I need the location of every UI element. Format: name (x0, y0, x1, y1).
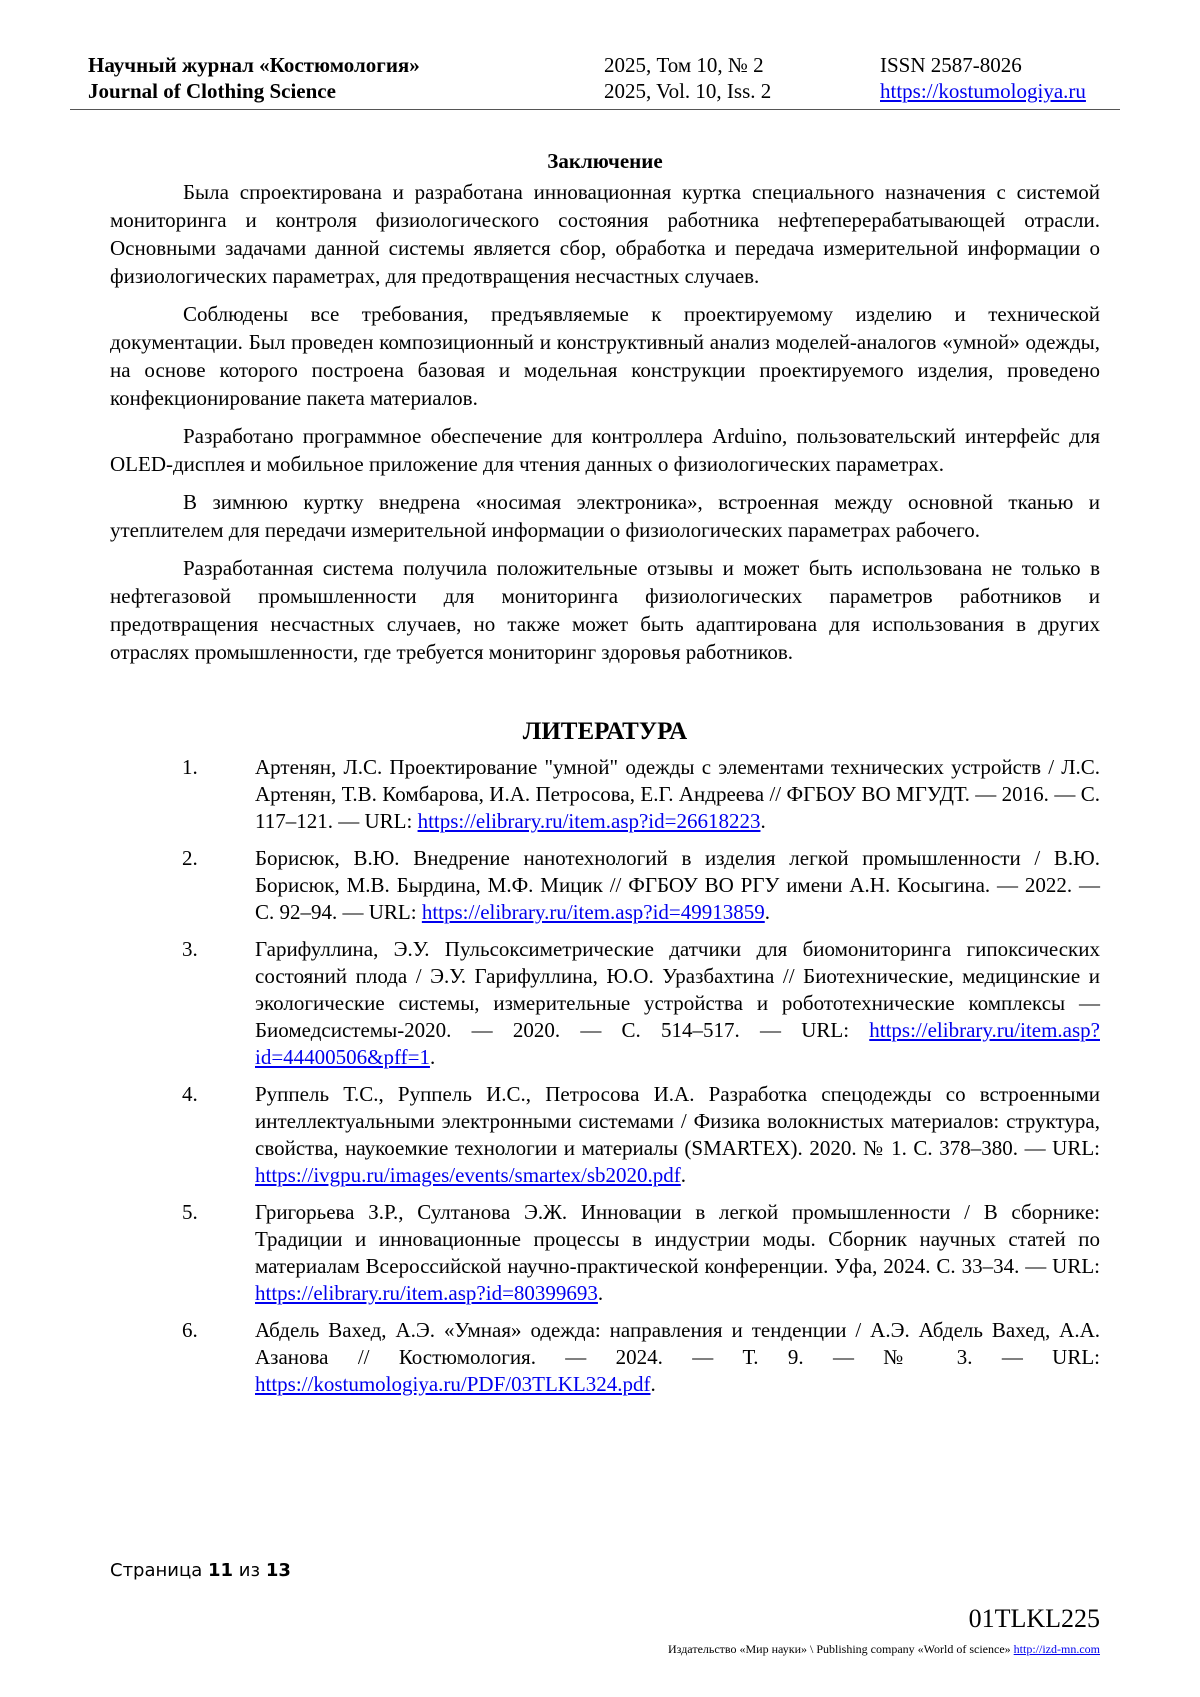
conclusion-paragraph: В зимнюю куртку внедрена «носимая электроника», встроенная между основной тканью и утеплителем для передачи измерительной информации о физиологических параметрах рабочего. (110, 490, 1100, 542)
reference-number: 4. (182, 1082, 198, 1106)
journal-site-link[interactable]: https://kostumologiya.ru (880, 79, 1086, 103)
reference-number: 6. (182, 1318, 198, 1342)
reference-text: Борисюк, В.Ю. Внедрение нанотехнологий в изделия легкой промышленности / В.Ю. Борисюк, М.В. Бырдина, М.Ф. Мицик // ФГБОУ ВО РГУ имени А.Н. Косыгина. — 2022. — С. 92–94. — URL: https://elibrary.ru/item.asp?id=49913859. (255, 846, 1100, 924)
conclusion-paragraph: Была спроектирована и разработана инновационная куртка специального назначения с системой мониторинга и контроля физиологического состояния работника нефтеперерабатывающей отрасли. Основными задачами данной системы является сбор, обработка и передача измерительной информации о физиологических параметрах, для предотвращения несчастных случаев. (110, 180, 1100, 288)
reference-item (110, 936, 1100, 1071)
reference-link[interactable]: https://elibrary.ru/item.asp?id=80399693 (255, 1281, 598, 1305)
conclusion-paragraph: Разработанная система получила положительные отзывы и может быть использована не только в нефтегазовой промышленности для мониторинга физиологических параметров работников и предотвращения несчастных случаев, но также может быть адаптирована для использования в других отраслях промышленности, где требуется мониторинг здоровья работников. (110, 556, 1100, 664)
reference-text: Абдель Вахед, А.Э. «Умная» одежда: направления и тенденции / А.Э. Абдель Вахед, А.А. Азанова // Костюмология. — 2024. — Т. 9. — № 3. — URL: https://kostumologiya.ru/PDF/03TLKL324.pdf. (255, 1318, 1100, 1396)
reference-number: 2. (182, 846, 198, 870)
reference-link[interactable]: https://elibrary.ru/item.asp?id=26618223 (417, 809, 761, 833)
conclusion-paragraph: Соблюдены все требования, предъявляемые к проектируемому изделию и технической документации. Был проведен композиционный и конструктивный анализ моделей-аналогов «умной» одежды, на основе которого построена базовая и модельная конструкции проектируемого изделия, проведено конфекционирование пакета материалов. (110, 302, 1100, 410)
reference-number: 5. (182, 1200, 198, 1224)
issue-info-en: 2025, Vol. 10, Iss. 2 (604, 79, 772, 103)
literature-heading: ЛИТЕРАТУРА (522, 718, 688, 745)
reference-text: Руппель Т.С., Руппель И.С., Петросова И.А. Разработка спецодежды со встроенными интеллектуальными электронными системами / Физика волокнистых материалов: структура, свойства, наукоемкие технологии и материалы (SMARTEX). 2020. № 1. С. 378–380. — URL: https://ivgpu.ru/images/events/smartex/sb2020.pdf. (255, 1082, 1100, 1187)
reference-text: Артенян, Л.С. Проектирование "умной" одежды с элементами технических устройств / Л.С. Артенян, Т.В. Комбарова, И.А. Петросова, Е.Г. Андреева // ФГБОУ ВО МГУДТ. — 2016. — С. 117–121. — URL: https://elibrary.ru/item.asp?id=26618223. (255, 755, 1100, 833)
header-divider (70, 109, 1120, 110)
reference-text: Григорьева З.Р., Султанова Э.Ж. Инновации в легкой промышленности / В сборнике: Традиции и инновационные процессы в индустрии моды. Сборник научных статей по материалам Всероссийской научно-практической конференции. Уфа, 2024. С. 33–34. — URL: https://elibrary.ru/item.asp?id=80399693. (255, 1200, 1100, 1305)
publisher-line: Издательство «Мир науки» \ Publishing company «World of science» http://izd-mn.com (668, 1642, 1100, 1656)
issue-info-ru: 2025, Том 10, № 2 (604, 53, 764, 77)
reference-item (110, 1317, 1100, 1398)
reference-number: 3. (182, 937, 198, 961)
publisher-link[interactable]: http://izd-mn.com (1013, 1642, 1100, 1656)
reference-link[interactable]: https://ivgpu.ru/images/events/smartex/sb2020.pdf (255, 1163, 681, 1187)
reference-text: Гарифуллина, Э.У. Пульсоксиметрические датчики для биомониторинга гипоксических состояний плода / Э.У. Гарифуллина, Ю.О. Уразбахтина // Биотехнические, медицинские и экологические системы, измерительные устройства и робототехнические комплексы — Биомедсистемы-2020. — 2020. — С. 514–517. — URL: https://elibrary.ru/item.asp?id=44400506&pff=1. (255, 937, 1100, 1069)
journal-header (88, 52, 1120, 104)
page-number: Страница 11 из 13 (110, 1560, 291, 1581)
reference-item (110, 845, 1100, 926)
reference-item (110, 754, 1100, 835)
issn: ISSN 2587-8026 (880, 53, 1022, 77)
journal-title-en: Journal of Clothing Science (88, 79, 336, 103)
article-body (110, 146, 1100, 1408)
reference-number: 1. (182, 755, 198, 779)
conclusion-heading: Заключение (547, 149, 663, 173)
conclusion-paragraph: Разработано программное обеспечение для контроллера Arduino, пользовательский интерфейс для OLED-дисплея и мобильное приложение для чтения данных о физиологических параметрах. (110, 424, 1100, 476)
reference-item (110, 1081, 1100, 1189)
article-code: 01TLKL225 (968, 1604, 1100, 1633)
journal-title-ru: Научный журнал «Костюмология» (88, 53, 420, 77)
reference-link[interactable]: https://elibrary.ru/item.asp?id=44400506&pff=1 (255, 1018, 1100, 1069)
reference-link[interactable]: https://kostumologiya.ru/PDF/03TLKL324.pdf (255, 1372, 651, 1396)
reference-link[interactable]: https://elibrary.ru/item.asp?id=49913859 (421, 900, 765, 924)
reference-item (110, 1199, 1100, 1307)
